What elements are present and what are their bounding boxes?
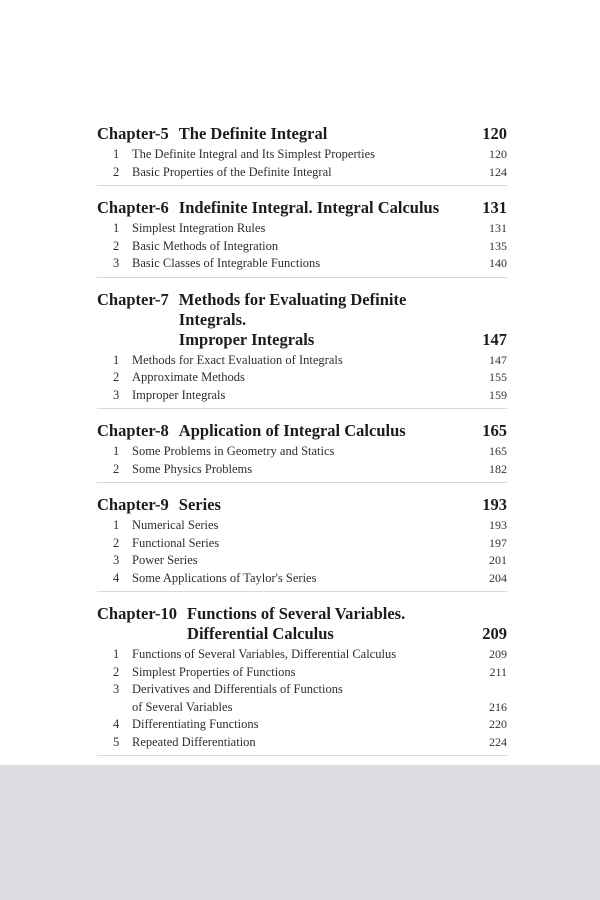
item-page-number: 120	[489, 147, 507, 161]
item-title: Functions of Several Variables, Differential Calculus	[132, 647, 397, 661]
chapter-title: The Definite Integral	[178, 124, 328, 143]
item-title: Repeated Differentiation	[132, 734, 256, 749]
chapter-section	[97, 604, 507, 756]
item-title: Basic Methods of Integration	[132, 238, 279, 253]
item-page-number: 140	[489, 256, 507, 270]
chapter-page-number: 209	[482, 624, 507, 643]
item-page-number: 216	[489, 699, 507, 714]
item-page-number: 211	[489, 664, 507, 679]
item-number: 3	[113, 387, 120, 402]
item-title: Simplest Properties of Functions	[132, 664, 296, 679]
section-divider	[97, 185, 507, 186]
section-divider	[97, 591, 507, 592]
item-title: The Definite Integral and Its Simplest Properties	[132, 147, 375, 161]
item-number: 5	[113, 734, 120, 749]
item-title: Power Series	[132, 553, 198, 567]
item-page-number: 165	[489, 444, 507, 458]
chapter-items	[97, 517, 507, 587]
chapter-heading	[97, 495, 507, 515]
item-page-number: 193	[489, 518, 507, 532]
item-title: Some Problems in Geometry and Statics	[132, 444, 335, 458]
chapter-items	[97, 146, 507, 181]
item-number: 3	[113, 682, 120, 696]
item-number: 1	[113, 352, 120, 367]
item-number: 1	[113, 221, 120, 235]
toc-item	[97, 352, 507, 370]
item-number: 2	[113, 535, 120, 550]
chapter-items	[97, 352, 507, 405]
item-title: Improper Integrals	[132, 387, 226, 402]
item-title: Some Physics Problems	[132, 461, 253, 476]
item-page-number: 131	[489, 221, 507, 235]
item-title: Functional Series	[132, 535, 220, 550]
item-number: 1	[113, 518, 120, 532]
item-number: 4	[113, 717, 120, 731]
item-number: 2	[113, 164, 120, 179]
toc-item	[97, 734, 507, 752]
item-page-number: 201	[489, 553, 507, 567]
item-title: Derivatives and Differentials of Functions of Several Variables	[132, 682, 343, 714]
item-title: Approximate Methods	[132, 370, 245, 384]
item-page-number: 124	[489, 164, 507, 179]
item-page-number: 155	[489, 370, 507, 384]
chapter-section	[97, 198, 507, 278]
item-number: 2	[113, 238, 120, 253]
chapter-heading	[97, 421, 507, 441]
toc-item	[97, 461, 507, 479]
chapter-page-number: 131	[482, 198, 507, 217]
chapter-section	[97, 290, 507, 410]
chapter-page-number: 193	[482, 495, 507, 514]
chapter-label: Chapter-7	[97, 289, 169, 309]
item-number: 1	[113, 444, 120, 458]
item-page-number: 224	[489, 734, 507, 749]
chapter-title: Indefinite Integral. Integral Calculus	[178, 198, 440, 217]
item-title: Basic Properties of the Definite Integral	[132, 164, 332, 179]
chapter-label: Chapter-5	[97, 124, 169, 143]
item-page-number: 135	[489, 238, 507, 253]
chapter-title: Functions of Several Variables. Differential Calculus	[187, 604, 406, 643]
item-title: Simplest Integration Rules	[132, 221, 266, 235]
toc-item	[97, 646, 507, 664]
item-number: 4	[113, 570, 120, 585]
item-number: 2	[113, 461, 120, 476]
chapter-label: Chapter-6	[97, 198, 169, 217]
toc-item	[97, 369, 507, 387]
toc-item	[97, 220, 507, 238]
item-title: Methods for Exact Evaluation of Integrals	[132, 352, 343, 367]
chapter-heading	[97, 604, 507, 644]
item-number: 3	[113, 553, 120, 567]
chapter-title: Application of Integral Calculus	[178, 421, 406, 440]
item-title: Numerical Series	[132, 518, 219, 532]
table-of-contents	[97, 124, 507, 768]
chapter-page-number: 165	[482, 421, 507, 440]
chapter-label: Chapter-10	[97, 604, 178, 623]
chapter-heading	[97, 290, 507, 350]
toc-item	[97, 255, 507, 273]
item-number: 2	[113, 664, 120, 679]
item-title: Differentiating Functions	[132, 717, 259, 731]
item-number: 3	[113, 256, 120, 270]
toc-item	[97, 716, 507, 734]
toc-item	[97, 664, 507, 682]
item-number: 1	[113, 147, 120, 161]
chapter-section	[97, 421, 507, 483]
item-number: 2	[113, 370, 120, 384]
toc-item	[97, 517, 507, 535]
section-divider	[97, 755, 507, 756]
item-title: Some Applications of Taylor's Series	[132, 570, 317, 585]
item-page-number: 182	[489, 461, 507, 476]
chapter-heading	[97, 124, 507, 144]
footer-band	[0, 765, 600, 900]
chapter-label: Chapter-9	[97, 495, 169, 514]
chapter-title: Series	[178, 495, 221, 514]
toc-item	[97, 164, 507, 182]
section-divider	[97, 408, 507, 409]
item-page-number: 220	[489, 717, 507, 731]
chapter-page-number: 120	[482, 124, 507, 143]
toc-item	[97, 387, 507, 405]
item-page-number: 204	[489, 570, 507, 585]
section-divider	[97, 482, 507, 483]
chapter-heading	[97, 198, 507, 218]
chapter-items	[97, 220, 507, 273]
item-page-number: 159	[489, 387, 507, 402]
chapter-section	[97, 124, 507, 186]
chapter-page-number: 147	[482, 329, 507, 349]
item-page-number: 197	[489, 535, 507, 550]
toc-item	[97, 146, 507, 164]
item-number: 1	[113, 647, 120, 661]
chapter-title: Methods for Evaluating Definite Integrals. Improper Integrals	[178, 289, 407, 349]
toc-item	[97, 681, 507, 716]
chapter-items	[97, 646, 507, 751]
item-title: Basic Classes of Integrable Functions	[132, 256, 321, 270]
chapter-items	[97, 443, 507, 478]
toc-item	[97, 238, 507, 256]
chapter-label: Chapter-8	[97, 421, 169, 440]
toc-item	[97, 535, 507, 553]
toc-item	[97, 570, 507, 588]
item-page-number: 209	[489, 647, 507, 661]
chapter-section	[97, 495, 507, 592]
toc-item	[97, 552, 507, 570]
item-page-number: 147	[489, 352, 507, 367]
section-divider	[97, 277, 507, 278]
toc-item	[97, 443, 507, 461]
